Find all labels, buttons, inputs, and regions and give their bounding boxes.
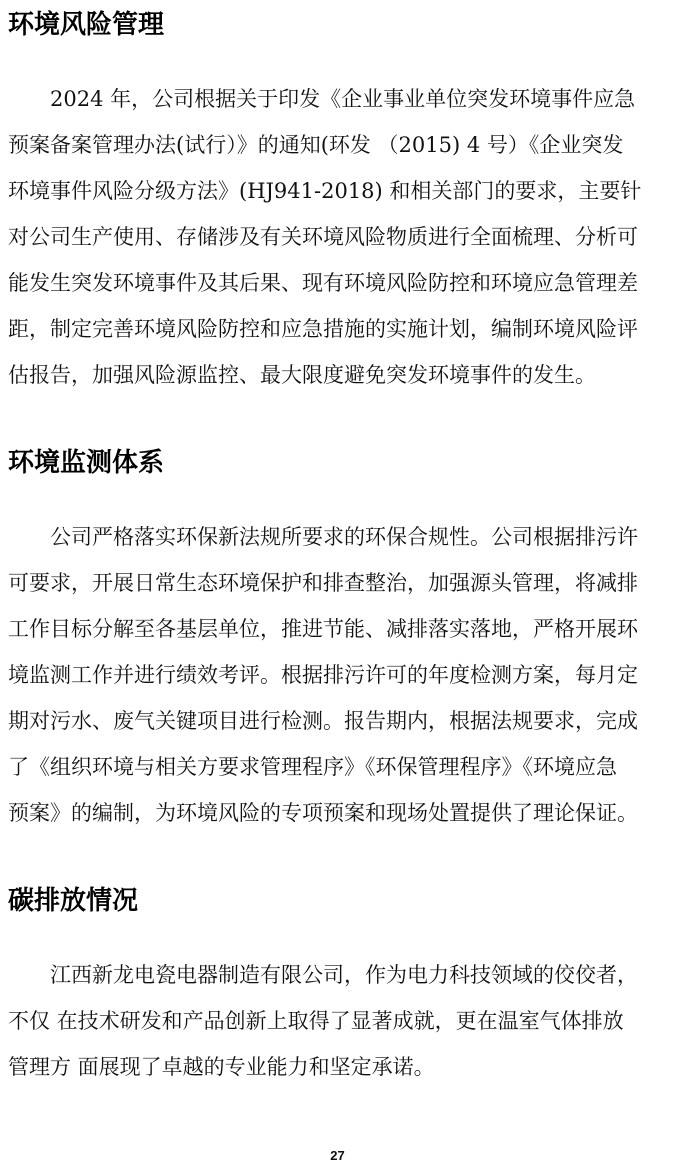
paragraph-line: 对公司生产使用、存储涉及有关环境风险物质进行全面梳理、分析可 — [8, 225, 638, 249]
section-heading: 环境风险管理 — [8, 10, 165, 40]
page-number: 27 — [330, 1148, 345, 1163]
paragraph-line: 环境事件风险分级方法》(HJ941-2018) 和相关部门的要求，主要针 — [8, 179, 642, 203]
paragraph-line: 工作目标分解至各基层单位，推进节能、减排落实落地，严格开展环 — [8, 617, 638, 641]
section-paragraph — [8, 952, 668, 1090]
paragraph-line: 江西新龙电瓷电器制造有限公司，作为电力科技领域的佼佼者， — [8, 963, 638, 987]
paragraph-line: 估报告，加强风险源监控、最大限度避免突发环境事件的发生。 — [8, 363, 596, 387]
paragraph-line: 境监测工作并进行绩效考评。根据排污许可的年度检测方案，每月定 — [8, 663, 638, 687]
paragraph-line: 期对污水、废气关键项目进行检测。报告期内，根据法规要求，完成 — [8, 709, 638, 733]
section-paragraph — [8, 514, 668, 836]
paragraph-line: 管理方 面展现了卓越的专业能力和坚定承诺。 — [8, 1055, 435, 1079]
section-paragraph — [8, 76, 668, 398]
paragraph-line: 可要求，开展日常生态环境保护和排查整治，加强源头管理，将减排 — [8, 571, 638, 595]
paragraph-line: 距，制定完善环境风险防控和应急措施的实施计划，编制环境风险评 — [8, 317, 638, 341]
section-heading: 碳排放情况 — [8, 886, 139, 916]
paragraph-line: 预案备案管理办法(试行）》的通知(环发 （2015) 4 号）《企业突发 — [8, 133, 624, 157]
section-heading: 环境监测体系 — [8, 448, 165, 478]
paragraph-line: 预案》的编制，为环境风险的专项预案和现场处置提供了理论保证。 — [8, 801, 638, 825]
paragraph-line: 2024 年，公司根据关于印发《企业事业单位突发环境事件应急 — [8, 87, 636, 111]
paragraph-line: 能发生突发环境事件及其后果、现有环境风险防控和环境应急管理差 — [8, 271, 638, 295]
paragraph-line: 不仅 在技术研发和产品创新上取得了显著成就，更在温室气体排放 — [8, 1009, 624, 1033]
paragraph-line: 了《组织环境与相关方要求管理程序》《环保管理程序》《环境应急 — [8, 755, 617, 779]
paragraph-line: 公司严格落实环保新法规所要求的环保合规性。公司根据排污许 — [8, 525, 638, 549]
